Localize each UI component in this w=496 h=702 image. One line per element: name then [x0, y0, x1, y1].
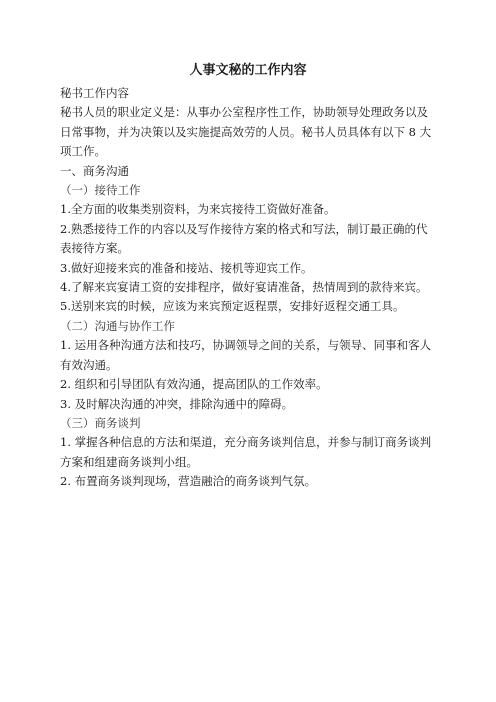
document-title: 人事文秘的工作内容	[189, 63, 307, 78]
intro-paragraph: 秘书人员的职业定义是：从事办公室程序性工作，协助领导处理政务以及日常事物，并为决策以及实施提高效劳的人员。秘书人员具体有以下 8 大项工作。	[60, 105, 432, 159]
list-item: 3.做好迎接来宾的准备和接站、接机等迎宾工作。	[60, 260, 313, 275]
intro-heading: 秘书工作内容	[60, 86, 129, 100]
list-item: 1. 运用各种沟通方法和技巧，协调领导之间的关系，与领导、同事和客人有效沟通。	[60, 338, 432, 372]
list-item: 3. 及时解决沟通的冲突，排除沟通中的障碍。	[60, 396, 294, 411]
list-item: 4.了解来宾宴请工资的安排程序，做好宴请准备，热情周到的款待来宾。	[60, 280, 428, 295]
document-body	[60, 84, 434, 492]
subsection-heading-communication: （二）沟通与协作工作	[60, 318, 175, 333]
list-item: 2. 组织和引导团队有效沟通，提高团队的工作效率。	[60, 377, 328, 392]
list-item: 1.全方面的收集类别资料，为来宾接待工资做好准备。	[60, 202, 336, 217]
subsection-heading-reception: （一）接待工作	[60, 183, 141, 198]
list-item: 5.送别来宾的时候，应该为来宾预定返程票，安排好返程交通工具。	[60, 299, 405, 314]
list-item: 2. 布置商务谈判现场，营造融洽的商务谈判气氛。	[60, 474, 317, 489]
section-heading-business-communication: 一、商务沟通	[60, 163, 129, 178]
subsection-heading-negotiation: （三）商务谈判	[60, 415, 141, 430]
list-item: 2.熟悉接待工作的内容以及写作接待方案的格式和写法，制订最正确的代表接待方案。	[60, 221, 428, 256]
list-item: 1. 掌握各种信息的方法和渠道，充分商务谈判信息，并参与制订商务谈判方案和组建商务谈判小组。	[60, 435, 432, 469]
